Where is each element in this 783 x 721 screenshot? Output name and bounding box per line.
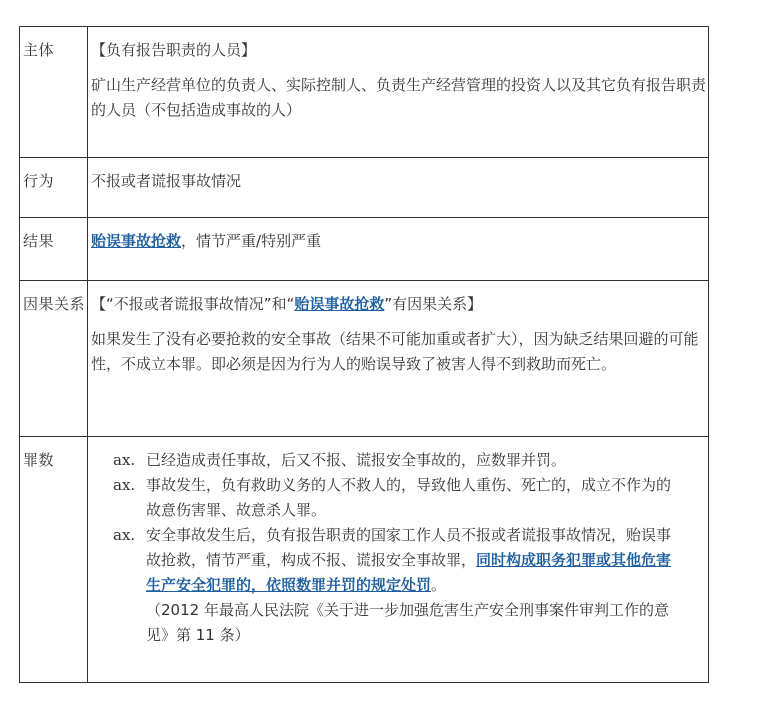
list-item-text: 事故发生，负有救助义务的人不救人的，导致他人重伤、死亡的，成立不作为的故意伤害罪、故意杀人罪。	[146, 476, 672, 519]
row-label-causation: 因果关系	[20, 281, 88, 437]
subject-description: 矿山生产经营单位的负责人、实际控制人、负责生产经营管理的投资人以及其它负有报告职责的人员（不包括造成事故的人）	[91, 76, 707, 119]
counts-list	[91, 448, 677, 598]
table-row-conduct	[20, 158, 709, 218]
conduct-text: 不报或者谎报事故情况	[91, 172, 242, 190]
list-item	[113, 473, 677, 523]
row-label-counts: 罪数	[20, 437, 88, 683]
row-content-conduct	[88, 158, 709, 218]
citation-note: （2012 年最高人民法院《关于进一步加强危害生产安全刑事案件审判工作的意见》第 11 条）	[146, 601, 669, 644]
list-item	[113, 448, 677, 473]
result-text	[91, 229, 708, 254]
list-item-suffix: 。	[431, 576, 447, 594]
row-content-causation	[88, 281, 709, 437]
subject-heading: 【负有报告职责的人员】	[91, 41, 257, 59]
row-content-result	[88, 218, 709, 281]
causation-heading-suffix: ”有因果关系】	[384, 295, 483, 313]
result-suffix: ，情节严重/特别严重	[181, 232, 322, 250]
row-label-result: 结果	[20, 218, 88, 281]
row-label-subject: 主体	[20, 27, 88, 158]
list-marker: ax.	[113, 526, 136, 544]
causation-description: 如果发生了没有必要抢救的安全事故（结果不可能加重或者扩大），因为缺乏结果回避的可能性，不成立本罪。即必须是因为行为人的贻误导致了被害人得不到救助而死亡。	[91, 330, 699, 373]
row-content-subject	[88, 27, 709, 158]
table-row-causation	[20, 281, 709, 437]
legal-elements-table	[19, 26, 709, 683]
combined-punishment-link[interactable]: 同时构成职务犯罪或其他危害生产安全犯罪的，依照数罪并罚的规定处罚	[146, 551, 672, 594]
row-content-counts	[88, 437, 709, 683]
causation-heading	[91, 292, 708, 317]
row-label-conduct: 行为	[20, 158, 88, 218]
list-marker: ax.	[113, 451, 136, 469]
table-row-result	[20, 218, 709, 281]
list-item-text: 已经造成责任事故，后又不报、谎报安全事故的，应数罪并罚。	[146, 451, 567, 469]
causation-heading-prefix: 【“不报或者谎报事故情况”和“	[91, 295, 295, 313]
causation-link[interactable]: 贻误事故抢救	[294, 295, 385, 313]
list-item	[113, 523, 677, 598]
result-link[interactable]: 贻误事故抢救	[91, 232, 182, 250]
table-row-counts	[20, 437, 709, 683]
table-row-subject	[20, 27, 709, 158]
list-item-text: 安全事故发生后，负有报告职责的国家工作人员不报或者谎报事故情况，贻误事故抢救，情节严重，构成不报、谎报安全事故罪，	[146, 526, 672, 569]
list-marker: ax.	[113, 476, 136, 494]
